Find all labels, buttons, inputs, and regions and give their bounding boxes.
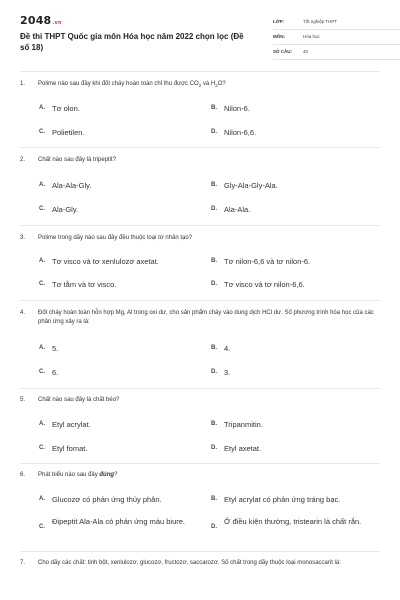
exam-meta (273, 16, 400, 61)
meta-row-count (273, 46, 400, 60)
divider (20, 225, 380, 226)
meta-value: Hóa học (303, 34, 320, 39)
meta-value: Tốt nghiệp THPT (303, 19, 338, 24)
question-stem: 1. Polime nào sau đây khi đốt cháy hoàn toàn chỉ thu được $CO_2$ và $H_2O$? (20, 81, 226, 89)
meta-key: LỚP: (273, 19, 285, 24)
question-stem: 6. Phát biểu nào sau đây đúng? (20, 472, 118, 478)
meta-row-subject (273, 31, 400, 45)
question-number: 4. (20, 310, 26, 316)
question-7 (20, 559, 380, 568)
question-number: 1. (20, 81, 26, 87)
meta-key: SỐ CÂU: (273, 49, 292, 54)
meta-row-class (273, 16, 400, 30)
question-6 (20, 471, 380, 480)
question-number: 3. (20, 235, 26, 241)
question-stem: 5. Chất nào sau đây là chất béo? (20, 397, 120, 403)
question-5 (20, 396, 380, 405)
meta-value: 40 (303, 49, 309, 54)
divider (20, 147, 380, 148)
question-1 (20, 80, 380, 90)
question-number: 7. (20, 560, 26, 566)
site-logo[interactable]: 2048.vn (20, 14, 62, 27)
divider (20, 463, 380, 464)
question-3 (20, 234, 380, 243)
question-stem: 3. Polime trong dãy nào sau đây đều thuộc loại tơ nhân tạo? (20, 235, 193, 241)
exam-title: Đề thi THPT Quốc gia môn Hóa học năm 2022 chọn lọc (Đề số 18) (20, 32, 244, 52)
question-4 (20, 309, 380, 327)
question-2 (20, 156, 380, 165)
question-stem: 2. Chất nào sau đây là tripeptit? (20, 157, 117, 163)
divider (20, 300, 380, 301)
question-number: 2. (20, 157, 26, 163)
divider (20, 388, 380, 389)
question-number: 5. (20, 397, 26, 403)
question-stem: 4. Đốt cháy hoàn toàn hỗn hợp Mg, Al trong oxi dư, cho sản phẩm cháy vào dung dịch HCl dư. Số phương trình hóa học của các phản ứng xảy ra là: (20, 310, 374, 325)
exam-header (20, 14, 380, 60)
divider (20, 71, 380, 72)
question-number: 6. (20, 472, 26, 478)
meta-key: MÔN: (273, 34, 285, 39)
divider (20, 551, 380, 552)
question-stem: 7. Cho dãy các chất: tinh bột, xenlulozơ, glucozơ, fructozơ, saccarozơ. Số chất trong dãy thuộc loại monosaccarit là: (20, 560, 341, 566)
